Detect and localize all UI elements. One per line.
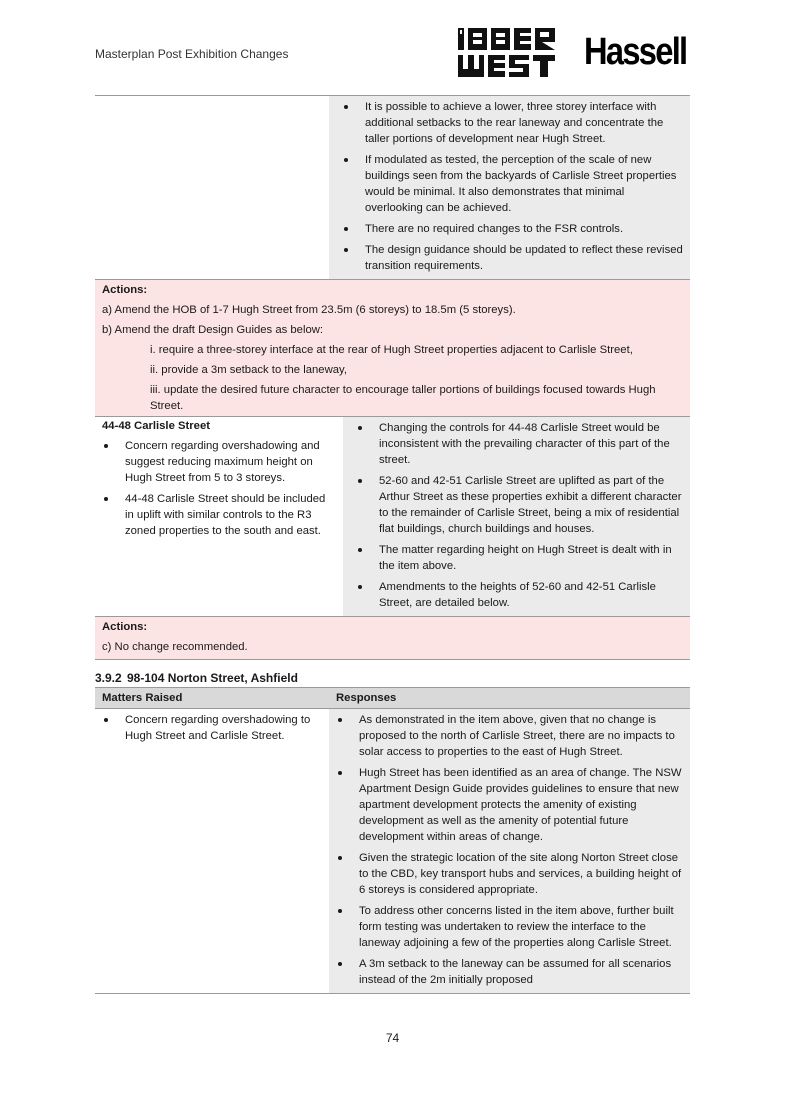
- page-number: 74: [385, 1031, 400, 1045]
- section-heading: [95, 670, 690, 686]
- actions-heading: Actions:: [102, 284, 148, 296]
- list-item: Concern regarding overshadowing to Hugh Street and Carlisle Street.: [95, 712, 322, 744]
- list-item: Changing the controls for 44-48 Carlisle Street would be inconsistent with the prevailing character of this part of the street.: [349, 420, 684, 468]
- action-item: b) Amend the draft Design Guides as below:: [102, 324, 324, 336]
- list-item: 44-48 Carlisle Street should be included in uplift with similar controls to the R3 zoned properties to the south and east.: [95, 491, 336, 539]
- list-item: Concern regarding overshadowing and suggest reducing maximum height on Hugh Street from 5 to 3 storeys.: [95, 438, 336, 486]
- list-item: As demonstrated in the item above, given that no change is proposed to the north of Carlisle Street, there are no impacts to solar access to properties to the east of Hugh Street.: [329, 712, 684, 760]
- responses-cell: [329, 709, 690, 994]
- section-number: 3.9.2: [95, 671, 122, 685]
- list-item: Hugh Street has been identified as an area of change. The NSW Apartment Design Guide provides guidelines to ensure that new apartment development protects the amenity of existing development as well as the amenity of potential future development within areas of change.: [329, 765, 684, 845]
- section-title: 98-104 Norton Street, Ashfield: [127, 671, 298, 685]
- action-subitem: iii. update the desired future character to encourage taller portions of buildings focused towards Hugh Street.: [150, 384, 656, 412]
- actions-heading: Actions:: [102, 621, 148, 633]
- matters-list: [95, 438, 336, 539]
- inner-west-logo: [458, 27, 555, 79]
- matters-cell: [95, 709, 329, 994]
- responses-list: [335, 99, 684, 274]
- hassell-logo: Hassell: [584, 31, 687, 73]
- matters-cell: [95, 417, 343, 616]
- actions-block: [95, 616, 690, 660]
- document-title: Masterplan Post Exhibition Changes: [95, 47, 289, 61]
- continued-table: [95, 95, 690, 279]
- list-item: Given the strategic location of the site along Norton Street close to the CBD, key transport hubs and services, a building height of 6 storeys is considered appropriate.: [329, 850, 684, 898]
- action-item: c) No change recommended.: [102, 641, 248, 653]
- norton-table: [95, 687, 690, 994]
- carlisle-table: [95, 417, 690, 616]
- action-subitem: ii. provide a 3m setback to the laneway,: [150, 364, 347, 376]
- responses-list: [329, 712, 684, 988]
- matters-cell-empty: [95, 96, 329, 280]
- list-item: If modulated as tested, the perception of the scale of new buildings seen from the backyards of Carlisle Street properties would be minimal. It also demonstrates that minimal overlooking can be achieved.: [335, 152, 684, 216]
- list-item: To address other concerns listed in the item above, further built form testing was undertaken to review the interface to the laneway adjoining a few of the properties along Carlisle Street.: [329, 903, 684, 951]
- action-subitem: i. require a three-storey interface at the rear of Hugh Street properties adjacent to Carlisle Street,: [150, 344, 633, 356]
- list-item: The matter regarding height on Hugh Street is dealt with in the item above.: [349, 542, 684, 574]
- responses-list: [349, 420, 684, 611]
- list-item: The design guidance should be updated to reflect these revised transition requirements.: [335, 242, 684, 274]
- list-item: There are no required changes to the FSR controls.: [335, 221, 684, 237]
- column-header-matters: Matters Raised: [95, 688, 329, 709]
- document-body: [95, 95, 690, 994]
- list-item: 52-60 and 42-51 Carlisle Street are uplifted as part of the Arthur Street as these properties exhibit a different character to the remainder of Carlisle Street, being a mix of residential flat buildings, church buildings and houses.: [349, 473, 684, 537]
- responses-cell: [329, 96, 690, 280]
- list-item: A 3m setback to the laneway can be assumed for all scenarios instead of the 2m initially proposed: [329, 956, 684, 988]
- matters-list: [95, 712, 322, 744]
- responses-cell: [343, 417, 690, 616]
- list-item: Amendments to the heights of 52-60 and 42-51 Carlisle Street, are detailed below.: [349, 579, 684, 611]
- action-item: a) Amend the HOB of 1-7 Hugh Street from 23.5m (6 storeys) to 18.5m (5 storeys).: [102, 304, 516, 316]
- row-heading: 44-48 Carlisle Street: [102, 420, 211, 432]
- actions-block: [95, 279, 690, 417]
- list-item: It is possible to achieve a lower, three storey interface with additional setbacks to the rear laneway and concentrate the taller portions of development near Hugh Street.: [335, 99, 684, 147]
- column-header-responses: Responses: [329, 688, 690, 709]
